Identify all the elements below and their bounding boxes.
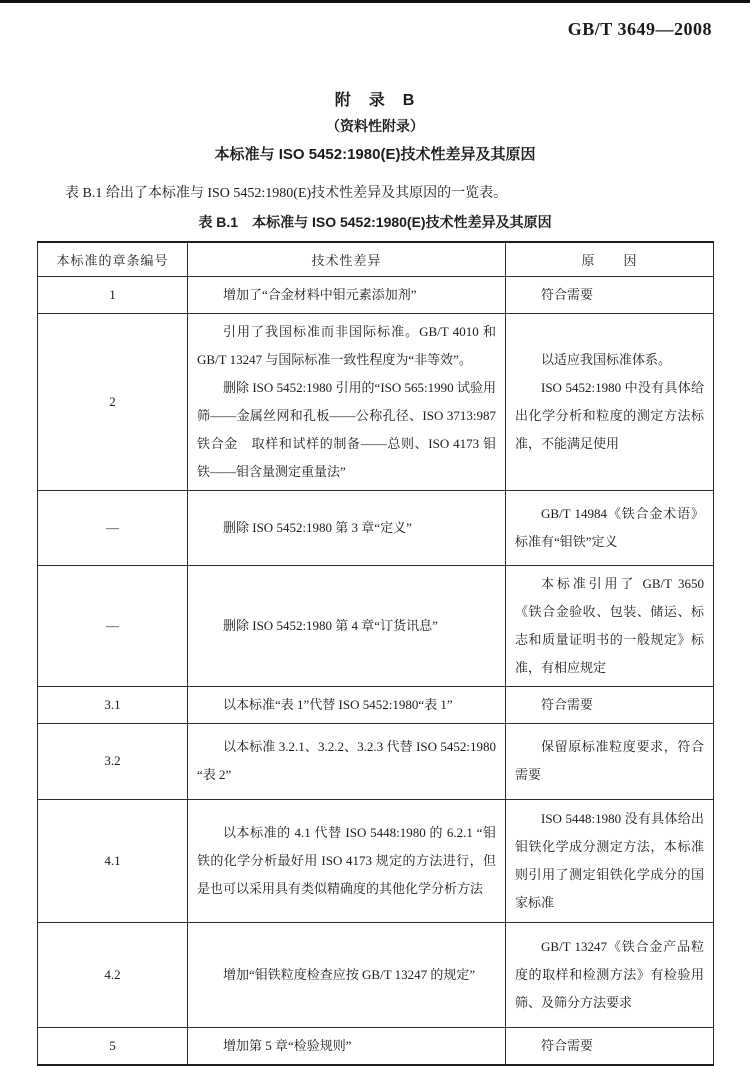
cell-paragraph: 以本标准的 4.1 代替 ISO 5448:1980 的 6.2.1 “钼铁的化学分析最好用 ISO 4173 规定的方法进行，但是也可以采用具有类似精确度的其他化学分析方法 <box>197 824 496 896</box>
appendix-heading: 本标准与 ISO 5452:1980(E)技术性差异及其原因 <box>214 146 536 163</box>
cell-paragraph: 符合需要 <box>541 286 594 302</box>
doc-number: GB/T 3649—2008 <box>567 19 712 39</box>
reason-cell <box>506 490 714 565</box>
cell-paragraph: 以本标准“表 1”代替 ISO 5452:1980“表 1” <box>223 696 453 712</box>
cell-paragraph: 删除 ISO 5452:1980 第 3 章“定义” <box>223 519 412 535</box>
table-row <box>38 1027 714 1065</box>
table-row <box>38 723 714 799</box>
clause-number-cell: 5 <box>38 1027 188 1065</box>
appendix-title: 附 录 B <box>334 92 416 109</box>
reason-cell <box>506 1027 714 1065</box>
clause-number-cell: 3.2 <box>38 723 188 799</box>
reason-cell <box>506 686 714 723</box>
cell-paragraph: 以本标准 3.2.1、3.2.2、3.2.3 代替 ISO 5452:1980 “表 2” <box>197 739 496 782</box>
cell-paragraph: ISO 5452:1980 中没有具体给出化学分析和粒度的测定方法标准，不能满足使用 <box>515 379 704 451</box>
table-row <box>38 276 714 313</box>
table-caption: 表 B.1 本标准与 ISO 5452:1980(E)技术性差异及其原因 <box>198 214 552 230</box>
reason-cell <box>506 922 714 1027</box>
cell-paragraph: 引用了我国标准而非国际标准。GB/T 4010 和 GB/T 13247 与国际标准一致性程度为“非等效”。 <box>197 323 496 367</box>
technical-difference-cell <box>188 313 506 490</box>
clause-number-cell: — <box>38 490 188 565</box>
reason-cell <box>506 313 714 490</box>
technical-difference-cell <box>188 799 506 922</box>
cell-paragraph: 增加第 5 章“检验规则” <box>223 1037 352 1053</box>
technical-difference-cell <box>188 490 506 565</box>
table-row <box>38 490 714 565</box>
technical-difference-cell <box>188 1027 506 1065</box>
differences-table <box>37 241 714 1066</box>
cell-paragraph: GB/T 14984《铁合金术语》标准有“钼铁”定义 <box>515 505 704 549</box>
page-top-edge <box>0 0 750 3</box>
cell-paragraph: GB/T 13247《铁合金产品粒度的取样和检测方法》有检验用筛、及筛分方法要求 <box>515 938 704 1010</box>
table-header <box>38 242 714 276</box>
technical-difference-cell <box>188 565 506 686</box>
table-row <box>38 922 714 1027</box>
cell-paragraph: 以适应我国标准体系。 <box>541 351 672 367</box>
reason-cell <box>506 799 714 922</box>
column-header-difference: 技术性差异 <box>188 242 506 276</box>
clause-number-cell: 2 <box>38 313 188 490</box>
clause-number-cell: 3.1 <box>38 686 188 723</box>
reason-cell <box>506 723 714 799</box>
clause-number-cell: 4.2 <box>38 922 188 1027</box>
reason-cell <box>506 565 714 686</box>
cell-paragraph: 符合需要 <box>541 696 594 712</box>
cell-paragraph: ISO 5448:1980 没有具体给出钼铁化学成分测定方法，本标准则引用了测定钼铁化学成分的国家标准 <box>515 810 704 910</box>
cell-paragraph: 增加了“合金材料中钼元素添加剂” <box>223 286 417 302</box>
clause-number-cell: 1 <box>38 276 188 313</box>
technical-difference-cell <box>188 723 506 799</box>
header-row <box>38 242 714 276</box>
cell-paragraph: 删除 ISO 5452:1980 第 4 章“订货讯息” <box>223 617 438 633</box>
cell-paragraph: 本标准引用了 GB/T 3650《铁合金验收、包装、储运、标志和质量证明书的一般规定》标准，有相应规定 <box>515 575 704 675</box>
reason-cell <box>506 276 714 313</box>
cell-paragraph: 保留原标准粒度要求，符合需要 <box>515 739 704 782</box>
intro-paragraph: 表 B.1 给出了本标准与 ISO 5452:1980(E)技术性差异及其原因的一览表。 <box>65 186 508 201</box>
technical-difference-cell <box>188 922 506 1027</box>
column-header-clause: 本标准的章条编号 <box>38 242 188 276</box>
table-body <box>38 276 714 1065</box>
clause-number-cell: 4.1 <box>38 799 188 922</box>
table-row <box>38 686 714 723</box>
table-row <box>38 313 714 490</box>
table-row <box>38 565 714 686</box>
technical-difference-cell <box>188 686 506 723</box>
table-row <box>38 799 714 922</box>
cell-paragraph: 增加“钼铁粒度检查应按 GB/T 13247 的规定” <box>223 966 476 982</box>
appendix-subtitle: （资料性附录） <box>326 118 424 134</box>
column-header-reason: 原 因 <box>506 242 714 276</box>
clause-number-cell: — <box>38 565 188 686</box>
cell-paragraph: 符合需要 <box>541 1037 594 1053</box>
technical-difference-cell <box>188 276 506 313</box>
cell-paragraph: 删除 ISO 5452:1980 引用的“ISO 565:1990 试验用筛——金属丝网和孔板——公称孔径、ISO 3713:987 铁合金 取样和试样的制备——总则、ISO 4173 钼铁——钼含量测定重量法” <box>197 379 496 479</box>
